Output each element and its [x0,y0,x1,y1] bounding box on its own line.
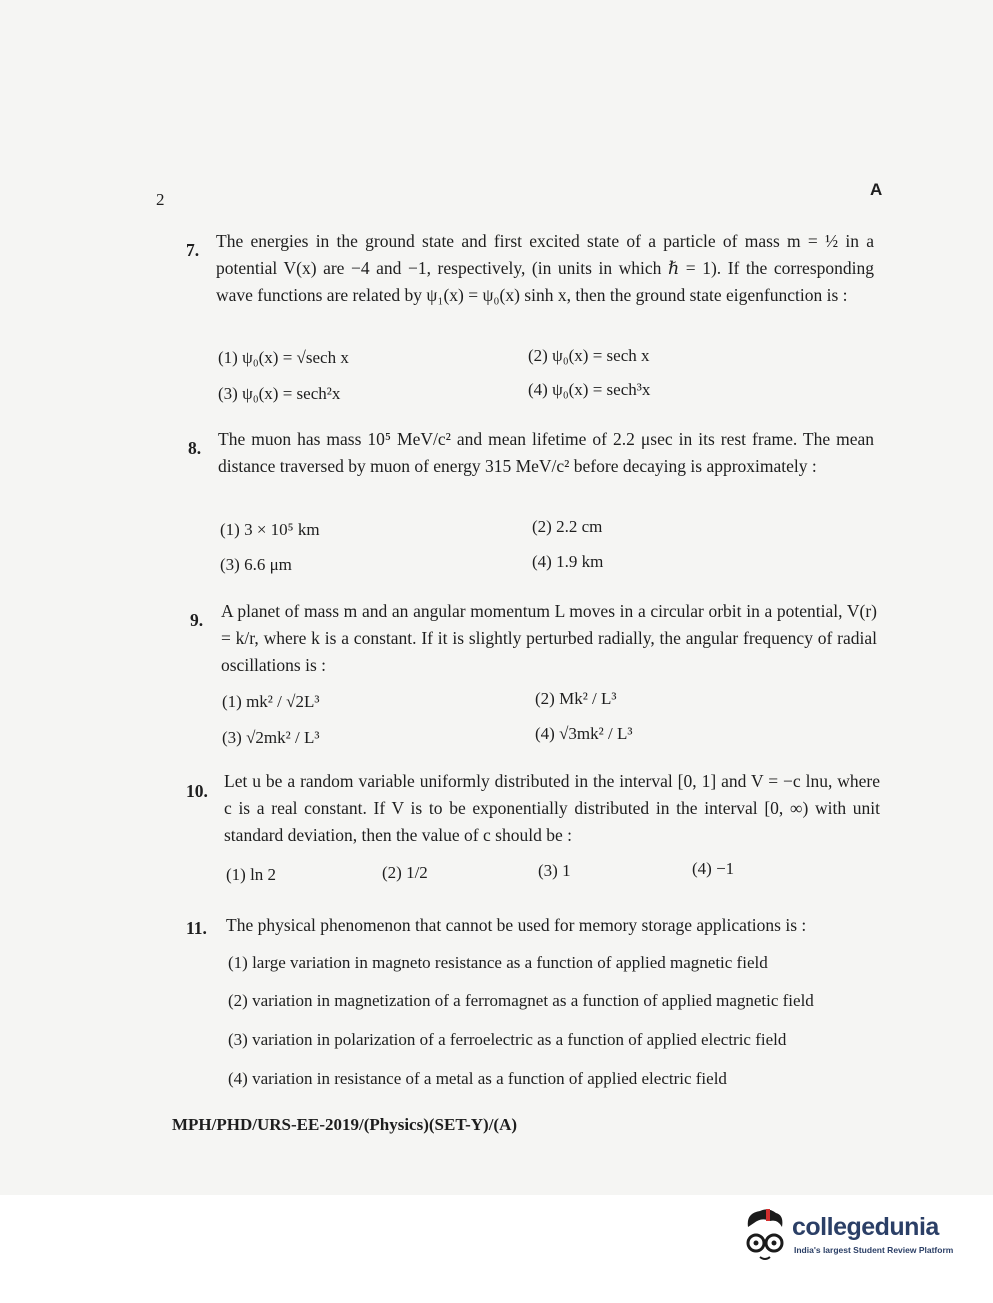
option: (4) variation in resistance of a metal as a function of applied electric field [228,1069,727,1088]
page-number: 2 [156,190,165,209]
option: (1) ln 2 [226,865,277,884]
question-number: 11. [186,918,207,938]
question-number: 7. [186,240,200,260]
collegedunia-logo[interactable] [740,1205,970,1265]
question-text: The muon has mass 10⁵ MeV/c² and mean lifetime of 2.2 μsec in its rest frame. The mean distance traversed by muon of energy 315 MeV/c² before decaying is approximately : [218,429,874,476]
option: (2) ψ₀(x) = sech x [528,346,650,365]
option: (4) ψ₀(x) = sech³x [528,380,651,399]
option: (4) 1.9 km [532,552,604,571]
logo-wordmark: collegedunia [792,1213,939,1241]
option: (2) 1/2 [382,863,428,882]
option: (2) 2.2 cm [532,517,603,536]
option: (1) 3 × 10⁵ km [220,520,320,539]
option: (1) ψ₀(x) = √sech x [218,348,349,367]
option: (2) Mk² / L³ [535,689,617,708]
question-number: 8. [188,438,202,458]
option: (3) 1 [538,861,571,880]
question-number: 9. [190,610,204,630]
option: (4) −1 [692,859,735,878]
question-number: 10. [186,781,208,801]
logo-tagline: India's largest Student Review Platform [794,1245,954,1255]
option: (1) mk² / √2L³ [222,692,320,711]
question-text: The energies in the ground state and first excited state of a particle of mass m = ½ in a potential V(x) are −4 and −1, respectively, (in units in which ℏ = 1). If the corresponding wave functions are related by ψ₁(x) = ψ₀(x) sinh x, then the ground state eigenfunction is : [216,231,874,305]
option: (1) large variation in magneto resistance as a function of applied magnetic field [228,953,768,972]
question-text: The physical phenomenon that cannot be used for memory storage applications is : [226,915,807,935]
footer-code: MPH/PHD/URS-EE-2019/(Physics)(SET-Y)/(A) [172,1115,518,1134]
option: (3) ψ₀(x) = sech²x [218,384,341,403]
set-letter: A [870,180,883,199]
option: (3) 6.6 μm [220,555,292,574]
question-text: Let u be a random variable uniformly distributed in the interval [0, 1] and V = −c lnu, where c is a real constant. If V is to be exponentially distributed in the interval [0, ∞) with unit standard deviation, then the value of c should be : [224,771,880,845]
option: (3) variation in polarization of a ferroelectric as a function of applied electric field [228,1030,787,1049]
question-text: A planet of mass m and an angular momentum L moves in a circular orbit in a potential, V(r) = k/r, where k is a constant. If it is slightly perturbed radially, the angular frequency of radial oscillations is : [221,601,877,675]
mascot-icon [740,1205,790,1261]
option: (4) √3mk² / L³ [535,724,633,743]
option: (2) variation in magnetization of a ferromagnet as a function of applied magnetic field [228,991,814,1010]
option: (3) √2mk² / L³ [222,728,320,747]
